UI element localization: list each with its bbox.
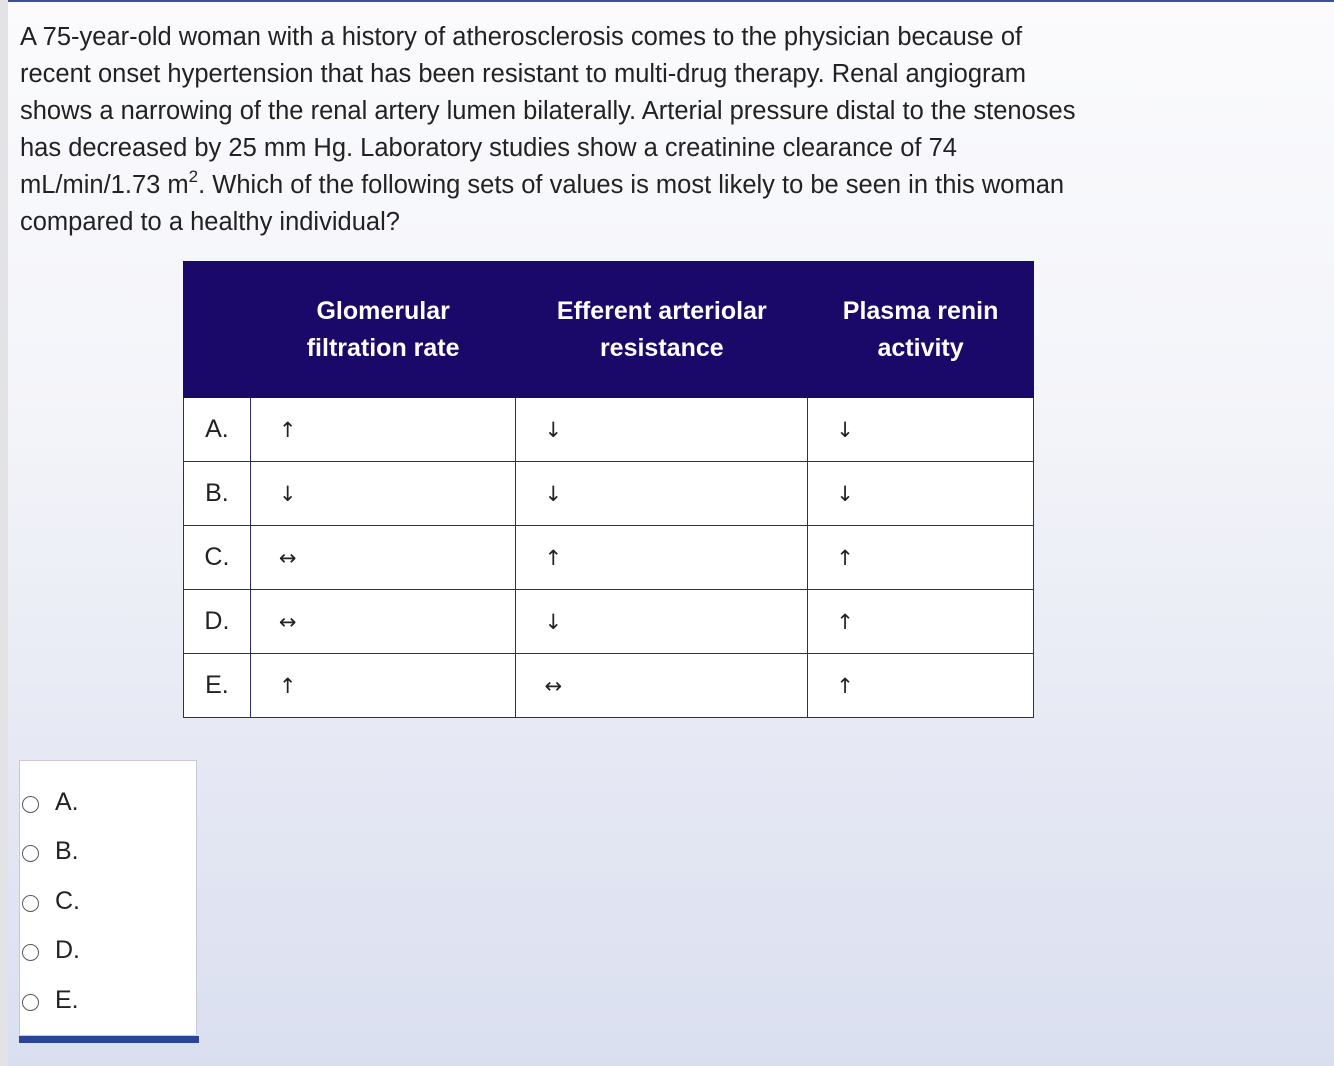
gfr-cell: [250, 526, 516, 590]
efferent-cell: [516, 462, 808, 526]
radio-icon[interactable]: [22, 944, 39, 961]
table-row: [184, 462, 1034, 526]
gfr-cell: [250, 398, 516, 462]
option-a[interactable]: [22, 787, 79, 817]
table-row: [184, 590, 1034, 654]
arrow-icon: ↓: [836, 481, 854, 506]
option-c[interactable]: [22, 886, 80, 916]
radio-icon[interactable]: [22, 796, 39, 813]
left-edge: [0, 0, 8, 1066]
header-blank: [184, 262, 251, 398]
renin-cell: [808, 526, 1034, 590]
header-efferent-label: Efferent arteriolar resistance: [556, 296, 767, 362]
gfr-cell: [250, 462, 516, 526]
renin-cell: [808, 654, 1034, 718]
arrow-icon: ↑: [836, 609, 854, 634]
option-label: B.: [55, 836, 79, 865]
table-row: [184, 654, 1034, 718]
arrow-icon: ↓: [544, 609, 563, 634]
gfr-cell: [250, 590, 516, 654]
efferent-cell: [516, 654, 808, 718]
arrow-icon: ↓: [836, 417, 854, 442]
superscript-2: 2: [188, 167, 199, 186]
table-row: [184, 398, 1034, 462]
arrow-icon: ↓: [278, 481, 297, 506]
arrow-icon: ↑: [836, 673, 854, 698]
header-gfr-label: Glomerular filtration rate: [306, 296, 460, 362]
arrow-icon: ↑: [278, 417, 297, 442]
radio-icon[interactable]: [22, 895, 39, 912]
top-divider: [8, 0, 1334, 2]
option-label: C.: [55, 886, 80, 915]
radio-icon[interactable]: [22, 845, 39, 862]
option-b[interactable]: [22, 836, 79, 866]
efferent-cell: [516, 398, 808, 462]
question-text-end: . Which of the following sets of values is most likely to be seen in this woman compared to a healthy individual?: [20, 171, 1065, 236]
row-letter: D.: [184, 590, 251, 654]
row-letter: B.: [184, 462, 251, 526]
question-text: A 75-year-old woman with a history of atherosclerosis comes to the physician because of recent onset hypertension that has been resistant to multi-drug therapy. Renal angiogram shows a narrowing of the renal artery lumen bilaterally. Arterial pressure distal to the stenoses has decreased by 25 mm Hg. Laboratory studies show a creatinine clearance of 74 mL/min/1.73 m: [20, 23, 1076, 199]
arrow-icon: ↑: [278, 673, 297, 698]
row-letter: A.: [184, 398, 251, 462]
renin-cell: [808, 462, 1034, 526]
header-renin: [808, 262, 1034, 398]
renin-cell: [808, 398, 1034, 462]
efferent-cell: [516, 526, 808, 590]
row-letter: E.: [184, 654, 251, 718]
gfr-cell: [250, 654, 516, 718]
option-label: D.: [55, 935, 80, 964]
arrow-icon: ↓: [544, 417, 563, 442]
option-label: A.: [55, 787, 79, 816]
header-renin-label: Plasma renin activity: [842, 296, 999, 362]
arrow-icon: ↔: [278, 609, 297, 634]
option-e[interactable]: [22, 985, 79, 1015]
option-d[interactable]: [22, 935, 80, 965]
arrow-icon: ↑: [544, 545, 563, 570]
table-header-row: [184, 262, 1034, 398]
question-stem: [20, 19, 1100, 241]
arrow-icon: ↔: [278, 545, 297, 570]
radio-icon[interactable]: [22, 994, 39, 1011]
renin-cell: [808, 590, 1034, 654]
answer-table: [183, 261, 1034, 718]
arrow-icon: ↔: [544, 673, 563, 698]
option-label: E.: [55, 985, 79, 1014]
row-letter: C.: [184, 526, 251, 590]
table-row: [184, 526, 1034, 590]
arrow-icon: ↑: [836, 545, 854, 570]
header-efferent: [516, 262, 808, 398]
answer-options-underline: [19, 1036, 199, 1043]
arrow-icon: ↓: [544, 481, 563, 506]
efferent-cell: [516, 590, 808, 654]
header-gfr: [250, 262, 516, 398]
